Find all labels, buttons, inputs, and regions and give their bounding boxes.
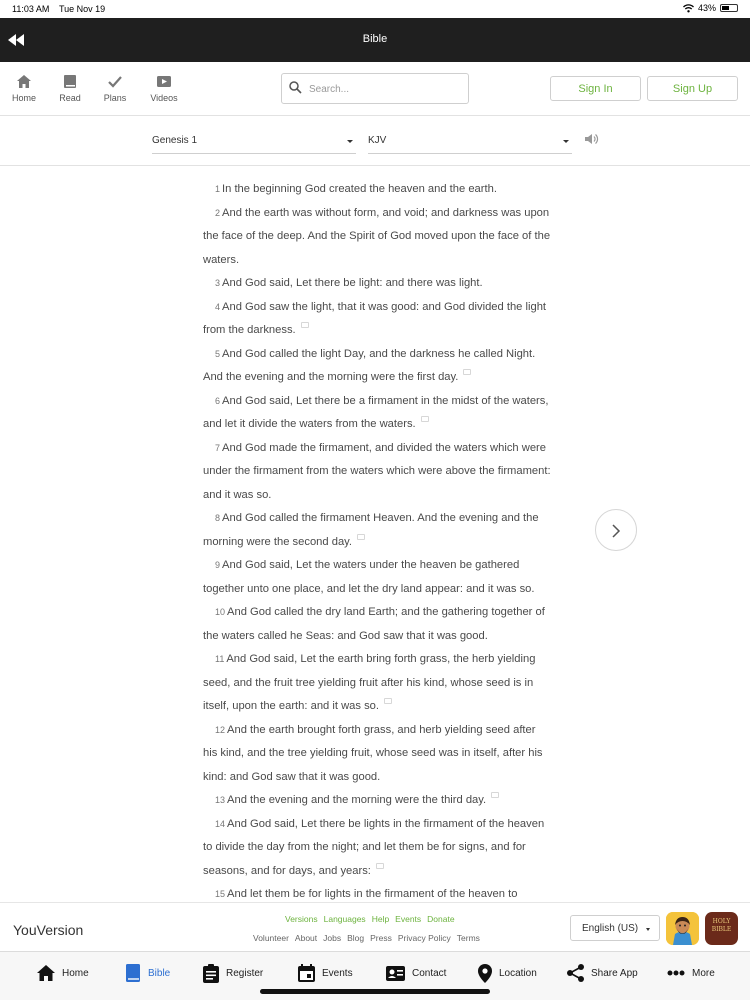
tab-register[interactable] bbox=[203, 962, 263, 984]
verse-number: 13 bbox=[215, 795, 226, 805]
verse-note-icon[interactable] bbox=[376, 863, 384, 869]
bible-icon bbox=[125, 964, 141, 982]
verse-note-icon[interactable] bbox=[301, 322, 309, 328]
verse-number: 5 bbox=[215, 348, 221, 359]
top-nav bbox=[0, 62, 750, 116]
wifi-icon bbox=[683, 4, 694, 13]
verse[interactable] bbox=[203, 606, 545, 642]
tab-home-label: Home bbox=[62, 967, 89, 979]
tab-more-label: More bbox=[692, 967, 715, 979]
speaker-icon[interactable] bbox=[585, 133, 599, 145]
clipboard-icon bbox=[203, 964, 219, 983]
verse-number: 1 bbox=[215, 184, 221, 194]
status-right bbox=[683, 3, 738, 13]
verse[interactable] bbox=[203, 277, 483, 289]
bible-for-kids-app-icon[interactable] bbox=[666, 912, 699, 945]
footer-link[interactable]: Terms bbox=[456, 933, 480, 943]
verse[interactable] bbox=[203, 442, 551, 501]
verse[interactable] bbox=[203, 301, 546, 337]
kids-character-icon bbox=[666, 912, 699, 945]
tab-events-label: Events bbox=[322, 967, 353, 979]
holy-bible-app-icon-text: HOLY BIBLE bbox=[711, 918, 732, 933]
verse-number: 8 bbox=[215, 513, 221, 523]
verse-number: 3 bbox=[215, 278, 221, 288]
verse-number: 4 bbox=[215, 301, 221, 312]
verse-number: 14 bbox=[215, 818, 226, 829]
verse-note-icon[interactable] bbox=[421, 416, 429, 422]
footer-links-primary bbox=[285, 914, 461, 924]
verse-number: 9 bbox=[215, 560, 221, 570]
verse-number: 12 bbox=[215, 724, 226, 735]
verse-text: And the earth was without form, and void; and darkness was upon the face of the deep. And the Spirit of God moved upon the face of the waters. bbox=[203, 206, 551, 266]
contact-card-icon bbox=[386, 966, 405, 981]
holy-bible-app-icon[interactable] bbox=[705, 912, 738, 945]
book-icon bbox=[64, 75, 76, 88]
verse-note-icon[interactable] bbox=[463, 369, 471, 375]
chapter-select[interactable] bbox=[152, 129, 356, 154]
battery-percent: 43% bbox=[697, 3, 716, 13]
chevron-down-icon bbox=[347, 140, 353, 143]
more-icon bbox=[667, 970, 685, 976]
chevron-right-icon bbox=[611, 524, 621, 538]
footer-link[interactable]: Volunteer bbox=[253, 933, 289, 943]
verse-text: And God said, Let the waters under the heaven be gathered together unto one place, and let the dry land appear: and it was so. bbox=[203, 559, 535, 595]
nav-read[interactable] bbox=[50, 75, 90, 103]
nav-home[interactable] bbox=[4, 75, 44, 103]
nav-plans[interactable] bbox=[95, 75, 135, 103]
verse[interactable] bbox=[203, 794, 499, 806]
footer-link[interactable]: Donate bbox=[427, 914, 455, 924]
verse-text: And God said, Let there be light: and there was light. bbox=[222, 277, 483, 289]
search-icon bbox=[289, 81, 302, 94]
verse[interactable] bbox=[203, 888, 517, 900]
next-chapter-button[interactable] bbox=[595, 509, 637, 551]
status-date: Tue Nov 19 bbox=[59, 4, 106, 14]
tab-location[interactable] bbox=[478, 962, 537, 984]
verse-text: And God made the firmament, and divided the waters which were under the firmament from the waters which were above the firmament: and it was so. bbox=[203, 441, 551, 501]
verse[interactable] bbox=[203, 818, 544, 877]
tab-bible[interactable] bbox=[125, 962, 170, 984]
verse-note-icon[interactable] bbox=[384, 698, 392, 704]
verse-text: And let them be for lights in the firmament of the heaven to bbox=[227, 888, 518, 900]
chapter-text bbox=[203, 178, 551, 901]
footer-link[interactable]: Languages bbox=[323, 914, 366, 924]
site-footer bbox=[0, 902, 750, 951]
reader-selectors bbox=[0, 116, 750, 166]
calendar-icon bbox=[298, 964, 315, 982]
home-icon bbox=[17, 75, 31, 88]
check-icon bbox=[108, 75, 122, 88]
verse-text: And God called the dry land Earth; and the gathering together of the waters called he Seas: and God saw that it was good. bbox=[203, 606, 545, 642]
youversion-logo: YouVersion bbox=[13, 922, 84, 938]
footer-link[interactable]: Press bbox=[370, 933, 392, 943]
tab-share-app[interactable] bbox=[567, 962, 638, 984]
search-box[interactable] bbox=[281, 73, 469, 104]
footer-link[interactable]: Help bbox=[371, 914, 390, 924]
verse-text: And God saw the light, that it was good: and God divided the light from the darkness. bbox=[203, 300, 547, 336]
app-header bbox=[0, 18, 750, 62]
verse-text: And God said, Let the earth bring forth grass, the herb yielding seed, and the fruit tree yielding fruit after his kind, whose seed is in itself, upon the earth: and it was so. bbox=[203, 653, 536, 712]
page-title: Bible bbox=[362, 33, 388, 45]
nav-read-label: Read bbox=[59, 93, 81, 103]
battery-icon bbox=[720, 4, 738, 12]
verse-number: 10 bbox=[215, 607, 226, 617]
verse-number: 11 bbox=[215, 654, 225, 664]
verse[interactable] bbox=[203, 559, 535, 595]
tab-events[interactable] bbox=[298, 962, 353, 984]
footer-link[interactable]: Versions bbox=[285, 914, 318, 924]
language-select[interactable] bbox=[570, 915, 660, 941]
nav-home-label: Home bbox=[11, 93, 36, 103]
verse-number: 6 bbox=[215, 395, 221, 406]
nav-plans-label: Plans bbox=[103, 93, 127, 103]
nav-videos[interactable] bbox=[144, 75, 184, 103]
status-bar bbox=[0, 0, 750, 18]
footer-link[interactable]: Privacy Policy bbox=[397, 933, 451, 943]
verse[interactable] bbox=[203, 183, 497, 195]
verse-text: And God called the firmament Heaven. And the evening and the morning were the second day. bbox=[203, 512, 539, 548]
tab-contact[interactable] bbox=[386, 962, 446, 984]
verse-text: And the earth brought forth grass, and herb yielding seed after his kind, and the tree yielding fruit, whose seed was in itself, after his kind: and God saw that it was good. bbox=[203, 723, 543, 783]
version-select[interactable] bbox=[368, 129, 572, 154]
verse[interactable] bbox=[203, 724, 543, 783]
verse-text: And God called the light Day, and the darkness he called Night. And the evening and the morning were the first day. bbox=[203, 347, 536, 383]
language-select-value: English (US) bbox=[582, 923, 639, 934]
footer-links-secondary bbox=[253, 933, 486, 943]
home-indicator bbox=[260, 989, 490, 994]
version-select-value: KJV bbox=[368, 135, 387, 146]
chevron-down-icon bbox=[563, 140, 569, 143]
tab-register-label: Register bbox=[226, 967, 264, 979]
chevron-down-icon bbox=[646, 928, 650, 931]
footer-link[interactable]: Events bbox=[395, 914, 422, 924]
tab-more[interactable] bbox=[667, 962, 715, 984]
tab-contact-label: Contact bbox=[412, 967, 447, 979]
footer-link[interactable]: Blog bbox=[347, 933, 365, 943]
verse-number: 2 bbox=[215, 207, 221, 218]
verse[interactable] bbox=[203, 395, 549, 431]
verse[interactable] bbox=[203, 207, 550, 266]
verse-note-icon[interactable] bbox=[357, 534, 365, 540]
footer-link[interactable]: About bbox=[294, 933, 318, 943]
tab-location-label: Location bbox=[499, 967, 537, 979]
play-icon bbox=[157, 75, 171, 88]
verse-text: And the evening and the morning were the third day. bbox=[227, 794, 487, 806]
verse[interactable] bbox=[203, 653, 535, 712]
location-pin-icon bbox=[478, 964, 492, 983]
sign-up-button[interactable]: Sign Up bbox=[647, 76, 738, 101]
nav-videos-label: Videos bbox=[150, 93, 178, 103]
verse-number: 15 bbox=[215, 889, 226, 899]
sign-in-button[interactable]: Sign In bbox=[550, 76, 641, 101]
status-time: 11:03 AM bbox=[12, 4, 50, 14]
tab-home[interactable] bbox=[37, 962, 89, 984]
tab-bible-label: Bible bbox=[148, 967, 171, 979]
chapter-select-value: Genesis 1 bbox=[152, 135, 198, 146]
verse-text: And God said, Let there be lights in the firmament of the heaven to divide the day from the night; and let them be for signs, and for seasons, and for days, and years: bbox=[203, 817, 545, 877]
home-icon bbox=[37, 965, 55, 981]
verse-note-icon[interactable] bbox=[491, 792, 499, 798]
tab-share-app-label: Share App bbox=[591, 967, 638, 979]
verse[interactable] bbox=[203, 348, 535, 384]
search-input[interactable] bbox=[309, 80, 459, 98]
verse[interactable] bbox=[203, 512, 539, 548]
share-icon bbox=[567, 964, 584, 982]
verse-text: In the beginning God created the heaven and the earth. bbox=[222, 183, 497, 195]
verse-number: 7 bbox=[215, 442, 221, 453]
footer-link[interactable]: Jobs bbox=[323, 933, 342, 943]
verse-text: And God said, Let there be a firmament in the midst of the waters, and let it divide the waters from the waters. bbox=[203, 394, 549, 430]
